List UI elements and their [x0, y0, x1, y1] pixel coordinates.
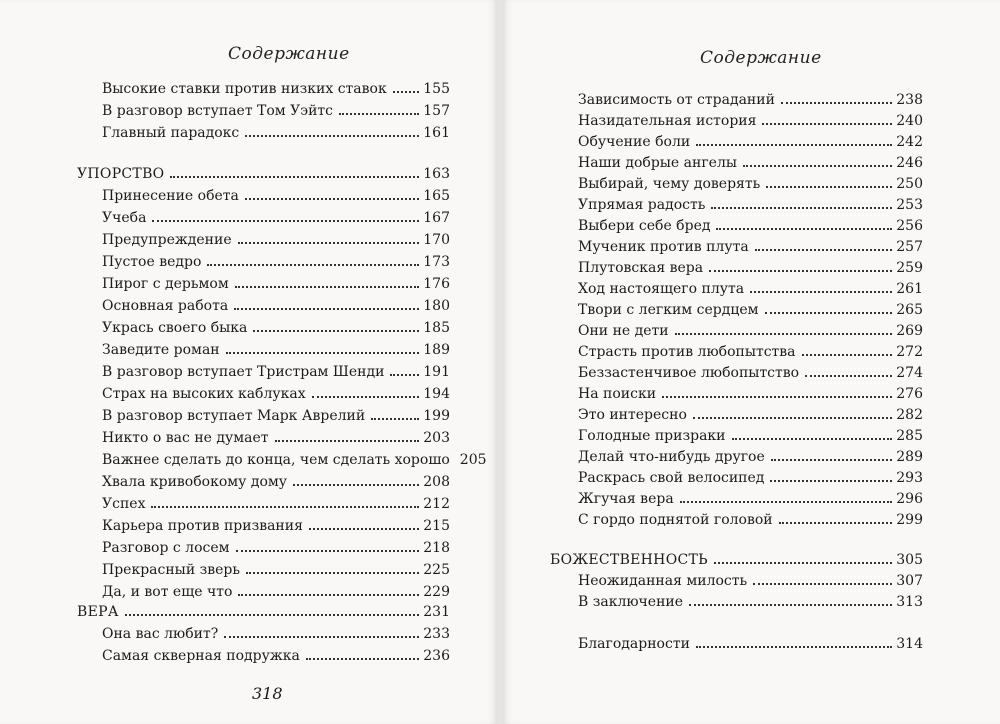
toc-entry — [102, 381, 450, 403]
toc-entry — [102, 76, 450, 98]
toc-page-number: 272 — [896, 344, 923, 360]
toc-title: Пирог с дерьмом — [102, 276, 229, 292]
toc-title: Наши добрые ангелы — [578, 155, 738, 171]
toc-entry — [578, 507, 923, 529]
toc-title: Раскрась свой велосипед — [578, 470, 765, 486]
dot-leader — [779, 521, 893, 524]
dot-leader — [714, 561, 892, 564]
toc-title: Страх на высоких каблуках — [102, 386, 306, 402]
toc-page-number: 314 — [896, 636, 923, 652]
toc-page-number: 163 — [423, 166, 450, 182]
toc-entry — [102, 557, 450, 579]
toc-entry — [102, 425, 450, 447]
toc-page-number: 269 — [896, 323, 923, 339]
toc-title: Принесение обета — [102, 188, 239, 204]
dot-leader — [750, 290, 892, 293]
toc-entry — [578, 318, 923, 340]
toc-title: В разговор вступает Том Уэйтс — [102, 103, 334, 119]
toc-title: Беззастенчивое любопытство — [578, 365, 800, 381]
toc-title: Карьера против призвания — [102, 518, 303, 534]
page-header: Содержание — [228, 44, 350, 64]
dot-leader — [675, 332, 893, 335]
dot-leader — [170, 175, 419, 178]
dot-leader — [235, 285, 420, 288]
toc-page-number: 261 — [896, 281, 923, 297]
toc-title: Жгучая вера — [578, 491, 674, 507]
dot-leader — [732, 437, 893, 440]
toc-title: В разговор вступает Тристрам Шенди — [102, 364, 385, 380]
toc-title: Плутовская вера — [578, 260, 704, 276]
toc-entry — [578, 276, 923, 298]
toc-page-number: 231 — [423, 604, 450, 620]
toc-entry — [102, 513, 450, 535]
toc-entry — [102, 227, 450, 249]
toc-entry — [578, 589, 923, 611]
toc-title: Обучение боли — [578, 134, 691, 150]
toc-page-number: 215 — [423, 518, 450, 534]
toc-section — [77, 161, 450, 183]
dot-leader — [711, 206, 892, 209]
toc-entry — [102, 315, 450, 337]
toc-title: УПОРСТВО — [77, 166, 165, 182]
toc-title: Голодные призраки — [578, 428, 726, 444]
dot-leader — [765, 311, 893, 314]
toc-entry — [578, 444, 923, 466]
dot-leader — [755, 248, 893, 251]
toc-title: Упрямая радость — [578, 197, 706, 213]
toc-page-number: 218 — [423, 540, 450, 556]
dot-leader — [151, 505, 419, 508]
toc-page-number: 155 — [423, 81, 450, 97]
dot-leader — [246, 571, 419, 574]
toc-title: Укрась своего быка — [102, 320, 248, 336]
toc-page-number: 176 — [423, 276, 450, 292]
toc-title: Да, и вот еще что — [102, 584, 233, 600]
toc-title: Неожиданная милость — [578, 573, 748, 589]
dot-leader — [805, 374, 892, 377]
toc-page-number: 299 — [896, 512, 923, 528]
toc-title: Ход настоящего плута — [578, 281, 745, 297]
toc-entry — [102, 621, 450, 643]
toc-page-number: 240 — [896, 113, 923, 129]
toc-entry — [102, 205, 450, 227]
toc-title: Делай что-нибудь другое — [578, 449, 765, 465]
toc-title: Они не дети — [578, 323, 669, 339]
toc-page-number: 173 — [423, 254, 450, 270]
toc-entry — [578, 87, 923, 109]
dot-leader — [762, 122, 892, 125]
toc-entry — [102, 403, 450, 425]
toc-entry — [102, 643, 450, 665]
toc-page-number: 296 — [896, 491, 923, 507]
dot-leader — [662, 395, 892, 398]
toc-title: В заключение — [578, 594, 684, 610]
dot-leader — [696, 645, 892, 648]
toc-entry — [102, 98, 450, 120]
toc-entry — [578, 129, 923, 151]
dot-leader — [680, 500, 893, 503]
dot-leader — [245, 197, 419, 200]
toc-entry — [578, 568, 923, 590]
dot-leader — [743, 164, 892, 167]
toc-page-number: 236 — [423, 648, 450, 664]
toc-entry — [102, 271, 450, 293]
toc-page-number: 246 — [896, 155, 923, 171]
dot-leader — [766, 185, 892, 188]
toc-page-number: 250 — [896, 176, 923, 192]
toc-page-number: 293 — [896, 470, 923, 486]
toc-title: Заведите роман — [102, 342, 220, 358]
toc-section — [550, 547, 923, 569]
toc-entry — [102, 447, 487, 469]
dot-leader — [753, 582, 892, 585]
toc-page-number: 170 — [423, 232, 450, 248]
toc-title: Самая скверная подружка — [102, 648, 300, 664]
toc-page-number: 189 — [423, 342, 450, 358]
toc-entry — [102, 120, 450, 142]
toc-title: Пустое ведро — [102, 254, 202, 270]
toc-entry — [102, 469, 450, 491]
dot-leader — [224, 635, 419, 638]
toc-page-number: 233 — [423, 626, 450, 642]
dot-leader — [781, 101, 892, 104]
toc-title: Успех — [102, 496, 146, 512]
dot-leader — [312, 395, 420, 398]
toc-title: ВЕРА — [77, 604, 119, 620]
dot-leader — [236, 549, 420, 552]
toc-entry — [578, 234, 923, 256]
toc-title: БОЖЕСТВЕННОСТЬ — [550, 552, 708, 568]
toc-page-number: 212 — [423, 496, 450, 512]
toc-entry — [578, 360, 923, 382]
toc-entry — [102, 359, 450, 381]
dot-leader — [693, 416, 892, 419]
toc-page-number: 203 — [423, 430, 450, 446]
toc-section — [77, 599, 450, 621]
toc-title: Страсть против любопытства — [578, 344, 796, 360]
dot-leader — [226, 351, 420, 354]
dot-leader — [125, 613, 420, 616]
toc-title: Она вас любит? — [102, 626, 219, 642]
toc-page-number: 282 — [896, 407, 923, 423]
toc-page-number: 157 — [423, 103, 450, 119]
toc-entry — [578, 423, 923, 445]
toc-title: Прекрасный зверь — [102, 562, 240, 578]
toc-title: Основная работа — [102, 298, 229, 314]
dot-leader — [293, 483, 419, 486]
dot-leader — [152, 219, 419, 222]
dot-leader — [709, 269, 892, 272]
toc-page-number: 256 — [896, 218, 923, 234]
toc-title: Важнее сделать до конца, чем сделать хорошо — [102, 452, 450, 468]
toc-entry — [578, 255, 923, 277]
toc-page-number: 238 — [896, 92, 923, 108]
dot-leader — [238, 241, 420, 244]
toc-title: Разговор с лосем — [102, 540, 230, 556]
toc-page-number: 208 — [423, 474, 450, 490]
toc-page-number: 259 — [896, 260, 923, 276]
toc-page-number: 167 — [423, 210, 450, 226]
dot-leader — [696, 143, 892, 146]
toc-entry — [578, 402, 923, 424]
toc-entry — [578, 465, 923, 487]
toc-title: Выбери себе бред — [578, 218, 711, 234]
toc-page-number: 205 — [459, 452, 487, 468]
dot-leader — [275, 439, 420, 442]
toc-entry — [578, 631, 923, 653]
dot-leader — [716, 227, 892, 230]
toc-title: Твори с легким сердцем — [578, 302, 759, 318]
toc-page-number: 276 — [896, 386, 923, 402]
toc-entry — [102, 535, 450, 557]
dot-leader — [207, 263, 419, 266]
toc-page-number: 305 — [896, 552, 923, 568]
toc-page-number: 180 — [423, 298, 450, 314]
dot-leader — [390, 373, 419, 376]
dot-leader — [306, 657, 419, 660]
toc-title: Учеба — [102, 210, 147, 226]
toc-page-number: 257 — [896, 239, 923, 255]
dot-leader — [309, 527, 419, 530]
toc-page-number: 229 — [423, 584, 450, 600]
toc-title: Это интересно — [578, 407, 687, 423]
toc-title: Назидательная история — [578, 113, 757, 129]
toc-entry — [578, 108, 923, 130]
toc-title: Зависимость от страданий — [578, 92, 775, 108]
dot-leader — [245, 134, 419, 137]
right-page — [503, 0, 1000, 724]
dot-leader — [770, 479, 892, 482]
toc-title: С гордо поднятой головой — [578, 512, 773, 528]
toc-page-number: 165 — [423, 188, 450, 204]
toc-entry — [578, 150, 923, 172]
dot-leader — [234, 307, 419, 310]
toc-title: В разговор вступает Марк Аврелий — [102, 408, 366, 424]
toc-page-number: 307 — [896, 573, 923, 589]
toc-page-number: 161 — [423, 125, 450, 141]
toc-entry — [102, 293, 450, 315]
toc-entry — [578, 171, 923, 193]
dot-leader — [339, 112, 419, 115]
toc-entry — [102, 491, 450, 513]
toc-entry — [102, 183, 450, 205]
toc-page-number: 242 — [896, 134, 923, 150]
dot-leader — [238, 593, 419, 596]
toc-entry — [578, 297, 923, 319]
toc-page-number: 274 — [896, 365, 923, 381]
toc-title: Хвала кривобокому дому — [102, 474, 288, 490]
toc-title: Никто о вас не думает — [102, 430, 269, 446]
toc-entry — [578, 339, 923, 361]
toc-page-number: 285 — [896, 428, 923, 444]
toc-entry — [578, 486, 923, 508]
page-header: Содержание — [700, 48, 822, 68]
dot-leader — [393, 90, 420, 93]
dot-leader — [253, 329, 419, 332]
toc-entry — [578, 192, 923, 214]
toc-page-number: 191 — [423, 364, 450, 380]
toc-page-number: 253 — [896, 197, 923, 213]
toc-page-number: 265 — [896, 302, 923, 318]
toc-page-number: 313 — [896, 594, 923, 610]
toc-title: Выбирай, чему доверять — [578, 176, 761, 192]
toc-page-number: 194 — [423, 386, 450, 402]
toc-entry — [102, 579, 450, 601]
toc-page-number: 289 — [896, 449, 923, 465]
toc-title: Благодарности — [578, 636, 690, 652]
toc-page-number: 199 — [423, 408, 450, 424]
toc-title: Предупреждение — [102, 232, 232, 248]
dot-leader — [689, 603, 892, 606]
toc-title: Главный парадокс — [102, 125, 240, 141]
toc-entry — [102, 337, 450, 359]
toc-title: Мученик против плута — [578, 239, 749, 255]
toc-page-number: 185 — [423, 320, 450, 336]
dot-leader — [371, 417, 419, 420]
toc-entry — [578, 381, 923, 403]
toc-entry — [578, 213, 923, 235]
left-page — [0, 0, 497, 724]
page-number: 318 — [252, 684, 283, 703]
toc-page-number: 225 — [423, 562, 450, 578]
toc-title: На поиски — [578, 386, 657, 402]
toc-entry — [102, 249, 450, 271]
dot-leader — [771, 458, 893, 461]
toc-title: Высокие ставки против низких ставок — [102, 81, 387, 97]
dot-leader — [802, 353, 893, 356]
